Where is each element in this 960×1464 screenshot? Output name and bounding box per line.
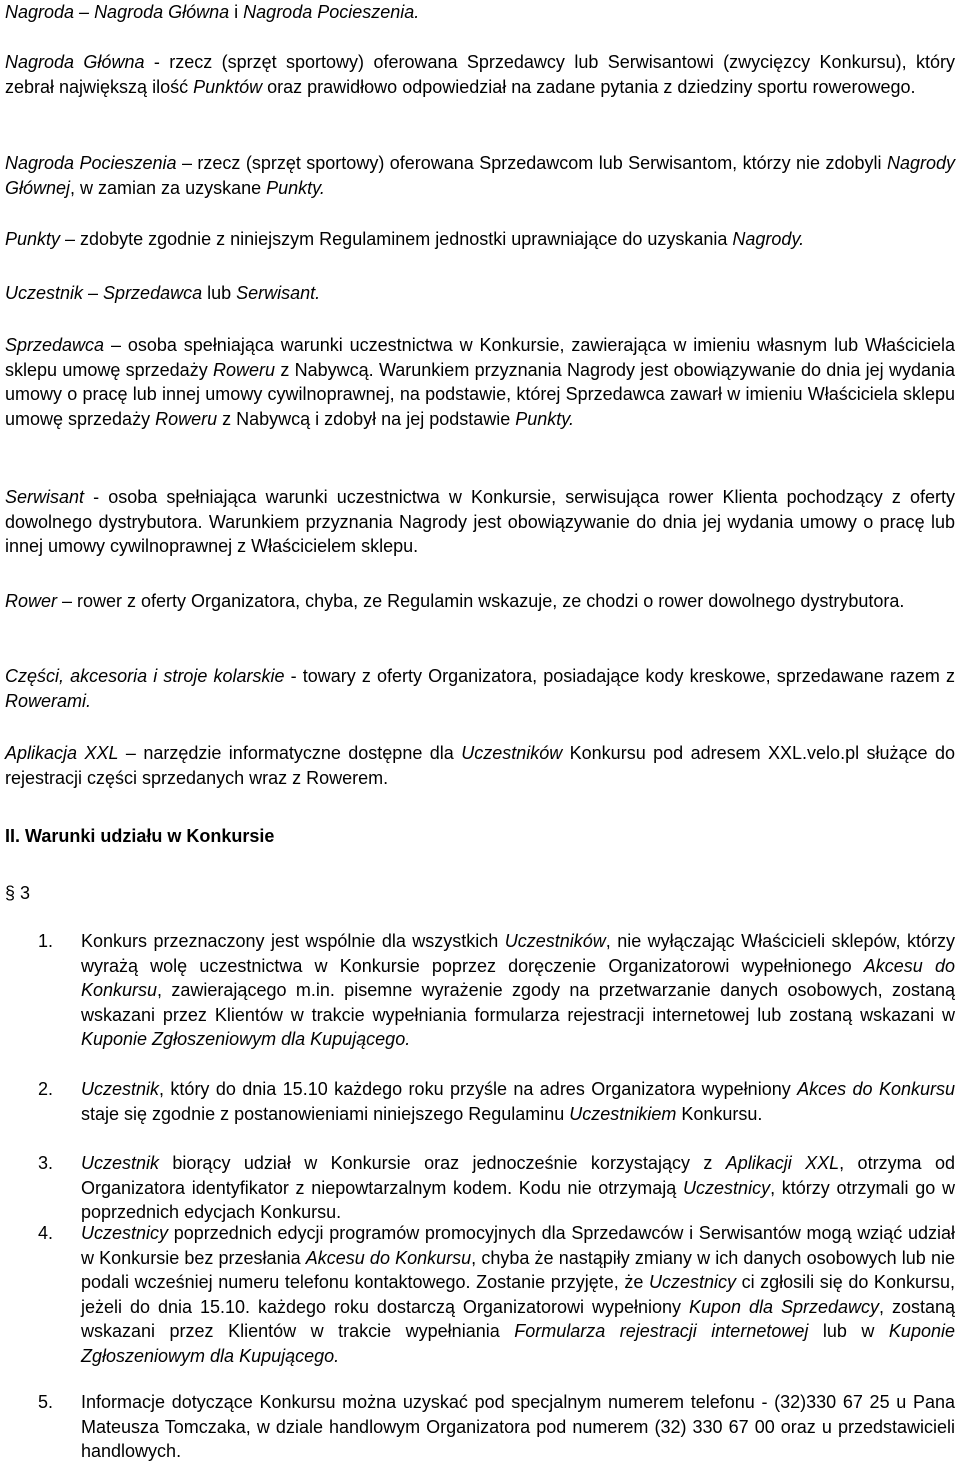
- condition-number: 5.: [38, 1392, 54, 1412]
- emphasized-term: Akcesu do Konkursu: [81, 955, 955, 1000]
- section-heading: II. Warunki udziału w Konkursie: [5, 826, 275, 846]
- definition-sprzedawca: [5, 333, 955, 431]
- text-run: z Nabywcą. Warunkiem przyznania Nagrody jest obowiązywanie do dnia jej wydania umowy o pracę lub innej umowy cywilnoprawnej, na podstawie, której Sprzedawca zawarł w imieniu Właściciela sklepu umowę sprzedaży: [5, 359, 955, 429]
- text-run: - towary z oferty Organizatora, posiadające kody kreskowe, sprzedawane razem z: [284, 666, 956, 686]
- text-run: - rzecz (sprzęt sportowy) oferowana Sprzedawcy lub Serwisantowi (zwycięzcy Konkursu), który zebrał największą ilość: [5, 52, 955, 97]
- text-run: poprzednich edycji programów promocyjnych dla Sprzedawców i Serwisantów mogą wziąć udział w Konkursie bez przesłania: [81, 1223, 955, 1268]
- definition-uczestnik: [5, 281, 955, 306]
- emphasized-term: Punktów: [193, 76, 263, 97]
- emphasized-term: Nagroda Główna: [5, 52, 145, 72]
- definition-nagroda: [5, 0, 955, 25]
- text-run: – narzędzie informatyczne dostępne dla: [118, 743, 462, 763]
- emphasized-term: Nagrody Głównej: [5, 153, 956, 198]
- text-run: – zdobyte zgodnie z niniejszym Regulaminem jednostki uprawniające do uzyskania: [60, 229, 733, 249]
- emphasized-term: Punkty: [5, 229, 61, 249]
- condition-number: 4.: [38, 1223, 54, 1243]
- text-run: , otrzyma od Organizatora identyfikator z niepowtarzalnym kodem. Kodu nie otrzymają: [81, 1153, 955, 1198]
- text-run: , zostaną wskazani przez Klientów w trakcie wypełniania: [81, 1296, 955, 1341]
- emphasized-term: Uczestnikiem: [569, 1103, 677, 1124]
- text-run: – rzecz (sprzęt sportowy) oferowana Sprzedawcom lub Serwisantom, którzy nie zdobyli: [176, 153, 887, 173]
- text-run: Konkursu pod adresem XXL.velo.pl służące do rejestracji części sprzedanych wraz z Rowerem.: [5, 743, 955, 788]
- definition-czesci: [5, 664, 955, 713]
- text-run: biorący udział w Konkursie oraz jednocześnie korzystający z: [159, 1153, 726, 1173]
- emphasized-term: Rowerami.: [5, 690, 92, 711]
- text-run: , nie wyłączając Właścicieli sklepów, którzy wyrażą wolę uczestnictwa w Konkursie poprzez doręczenie Organizatorowi wypełnionego: [81, 931, 955, 976]
- text-run: , chyba że nastąpiły zmiany w ich danych osobowych lub nie podali wcześniej numeru telefonu kontaktowego. Zostanie przyjęte, że: [81, 1247, 955, 1292]
- text-run: – rower z oferty Organizatora, chyba, ze Regulamin wskazuje, ze chodzi o rower dowolnego dystrybutora.: [57, 591, 905, 611]
- emphasized-term: Punkty.: [266, 177, 325, 198]
- emphasized-term: Kuponie Zgłoszeniowym dla Kupującego.: [81, 1029, 411, 1049]
- emphasized-term: Nagroda Pocieszenia.: [243, 2, 420, 22]
- text-run: – osoba spełniająca warunki uczestnictwa w Konkursie, zawierająca w imieniu własnym lub Właściciela sklepu umowę sprzedaży: [5, 335, 955, 380]
- text-run: lub w: [808, 1321, 889, 1341]
- text-run: z Nabywcą i zdobył na jej podstawie: [217, 408, 516, 429]
- definition-rower: [5, 589, 955, 614]
- text-run: , zawierającego m.in. pisemne wyrażenie zgody na przetwarzanie danych osobowych, zostaną wskazani przez Klientów w trakcie wypełniania formularza rejestracji internetowej lub zostaną wskazani w: [81, 980, 955, 1025]
- definition-nagroda-glowna: [5, 50, 955, 99]
- emphasized-term: Punkty.: [515, 408, 574, 429]
- emphasized-term: Rower: [5, 591, 58, 611]
- text-run: Konkurs przeznaczony jest wspólnie dla wszystkich: [81, 931, 505, 951]
- section-mark: § 3: [5, 883, 31, 903]
- emphasized-term: Nagrody.: [732, 229, 805, 249]
- emphasized-term: Uczestników: [504, 931, 606, 951]
- text-run: i: [229, 2, 244, 22]
- emphasized-term: Uczestnicy: [81, 1223, 169, 1243]
- condition-text: [81, 929, 955, 1052]
- condition-number: 1.: [38, 931, 54, 951]
- emphasized-term: Nagroda: [5, 2, 75, 22]
- condition-number: 3.: [38, 1153, 54, 1173]
- definition-punkty: [5, 227, 955, 252]
- emphasized-term: Uczestnik: [81, 1153, 160, 1173]
- text-run: oraz prawidłowo odpowiedział na zadane pytania z dziedziny sportu rowerowego.: [262, 76, 916, 97]
- emphasized-term: Uczestnicy: [648, 1272, 736, 1292]
- emphasized-term: Części, akcesoria i stroje kolarskie: [5, 666, 285, 686]
- emphasized-term: Kuponie Zgłoszeniowym dla Kupującego.: [81, 1321, 955, 1366]
- emphasized-term: Sprzedawca: [103, 283, 203, 303]
- text-run: Informacje dotyczące Konkursu można uzyskać pod specjalnym numerem telefonu - (32)330 67 25 u Pana Mateusza Tomczaka, w dziale handlowym Organizatora pod numerem (32) 330 67 00 oraz u przedstawicieli handlowych.: [81, 1392, 955, 1461]
- emphasized-term: Uczestnik: [81, 1079, 160, 1099]
- emphasized-term: Uczestnik: [5, 283, 84, 303]
- definition-serwisant: [5, 485, 955, 559]
- condition-number: 2.: [38, 1079, 54, 1099]
- emphasized-term: Kupon dla Sprzedawcy: [688, 1296, 879, 1317]
- emphasized-term: Nagroda Pocieszenia: [5, 153, 177, 173]
- text-run: lub: [202, 283, 237, 303]
- emphasized-term: Aplikacji XXL: [725, 1153, 840, 1173]
- emphasized-term: Akces do Konkursu: [797, 1079, 955, 1099]
- emphasized-term: Formularza rejestracji internetowej: [514, 1321, 809, 1341]
- definition-nagroda-pocieszenia: [5, 151, 955, 200]
- emphasized-term: Sprzedawca: [5, 335, 105, 355]
- emphasized-term: Aplikacja XXL: [5, 743, 119, 763]
- condition-text: [81, 1221, 955, 1368]
- emphasized-term: Roweru: [155, 408, 218, 429]
- text-run: –: [83, 283, 104, 303]
- text-run: , który do dnia 15.10 każdego roku przyśle na adres Organizatora wypełniony: [159, 1079, 798, 1099]
- text-run: , w zamian za uzyskane: [70, 177, 267, 198]
- text-run: staje się zgodnie z postanowieniami niniejszego Regulaminu: [81, 1103, 570, 1124]
- emphasized-term: –: [74, 2, 95, 22]
- text-run: ci zgłosili się do Konkursu, jeżeli do dnia 15.10. każdego roku dostarczą Organizatorowi wypełniony: [81, 1272, 955, 1317]
- emphasized-term: Nagroda Główna: [94, 2, 230, 22]
- text-run: Konkursu.: [676, 1103, 763, 1124]
- emphasized-term: Serwisant: [5, 487, 85, 507]
- condition-text: [81, 1151, 955, 1225]
- emphasized-term: Serwisant.: [236, 283, 321, 303]
- condition-text: [81, 1077, 955, 1126]
- emphasized-term: Akcesu do Konkursu: [305, 1247, 472, 1268]
- definition-aplikacja: [5, 741, 955, 790]
- condition-text: [81, 1390, 955, 1464]
- text-run: , którzy otrzymali go w poprzednich edycjach Konkursu.: [81, 1177, 955, 1222]
- text-run: - osoba spełniająca warunki uczestnictwa w Konkursie, serwisująca rower Klienta pochodzący z oferty dowolnego dystrybutora. Warunkiem przyznania Nagrody jest obowiązywanie do dnia jej wydania umowy o pracę lub innej umowy cywilnoprawnej z Właścicielem sklepu.: [5, 487, 955, 556]
- emphasized-term: Uczestnicy: [683, 1177, 771, 1198]
- emphasized-term: Roweru: [213, 359, 276, 380]
- emphasized-term: Uczestników: [461, 743, 563, 763]
